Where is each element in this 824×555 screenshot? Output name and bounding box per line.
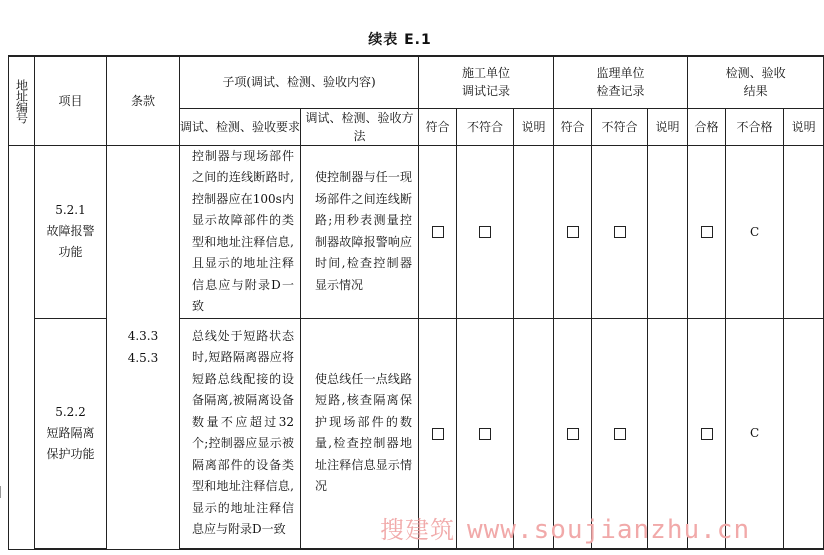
supervision-conform-header: 符合 [554, 108, 592, 145]
construction-note-header: 说明 [514, 108, 554, 145]
construction-nonconform-header: 不符合 [457, 108, 514, 145]
item-cell: 5.2.2 短路隔离 保护功能 [35, 318, 107, 549]
requirement-header: 调试、检测、验收要求 [180, 108, 301, 145]
inspection-table [8, 55, 824, 550]
construction-conform-header: 符合 [419, 108, 457, 145]
fail-mark: C [726, 318, 784, 549]
method-header: 调试、检测、验收方法 [301, 108, 419, 145]
checkbox[interactable] [592, 145, 648, 318]
result-pass-header: 合格 [688, 108, 726, 145]
table-title: 续表 E.1 [368, 32, 432, 48]
method-cell: 使控制器与任一现场部件之间连线断路;用秒表测量控制器故障报警响应时间,检查控制器显示情况 [301, 145, 419, 318]
result-header: 检测、验收 结果 [688, 56, 824, 108]
item-header: 项目 [35, 56, 107, 145]
watermark-cn: 搜建筑 [380, 516, 455, 544]
watermark-url: www.soujianzhu.cn [467, 515, 751, 545]
supervision-note-header: 说明 [648, 108, 688, 145]
clause-cell: 4.3.3 4.5.3 [107, 145, 180, 549]
address-no-header: 地址编号 [9, 56, 35, 145]
supervision-nonconform-header: 不符合 [592, 108, 648, 145]
result-fail-header: 不合格 [726, 108, 784, 145]
checkbox[interactable] [419, 145, 457, 318]
requirement-cell: 控制器与现场部件之间的连线断路时,控制器应在100s内显示故障部件的类型和地址注释信息,且显示的地址注释信息应与附录D一致 [180, 145, 301, 318]
page-edge-mark [0, 486, 6, 498]
note-cell[interactable] [784, 145, 824, 318]
item-cell: 5.2.1 故障报警 功能 [35, 145, 107, 318]
checkbox[interactable] [457, 145, 514, 318]
address-no-cell [9, 145, 35, 549]
sub-item-header: 子项(调试、检测、验收内容) [180, 56, 419, 108]
checkbox[interactable] [688, 145, 726, 318]
watermark [380, 510, 750, 545]
method-cell: 使总线任一点线路短路,核查隔离保护现场部件的数量,检查控制器地址注释信息显示情况 [301, 318, 419, 549]
note-cell[interactable] [514, 145, 554, 318]
note-cell[interactable] [648, 145, 688, 318]
clause-header: 条款 [107, 56, 180, 145]
note-cell[interactable] [784, 318, 824, 549]
requirement-cell: 总线处于短路状态时,短路隔离器应将短路总线配接的设备隔离,被隔离设备数量不应超过32个;控制器应显示被隔离部件的设备类型和地址注释信息,显示的地址注释信息应与附录D一致 [180, 318, 301, 549]
construction-unit-header: 施工单位 调试记录 [419, 56, 554, 108]
checkbox[interactable] [554, 145, 592, 318]
table-row [9, 145, 824, 318]
result-note-header: 说明 [784, 108, 824, 145]
supervision-unit-header: 监理单位 检查记录 [554, 56, 688, 108]
fail-mark: C [726, 145, 784, 318]
